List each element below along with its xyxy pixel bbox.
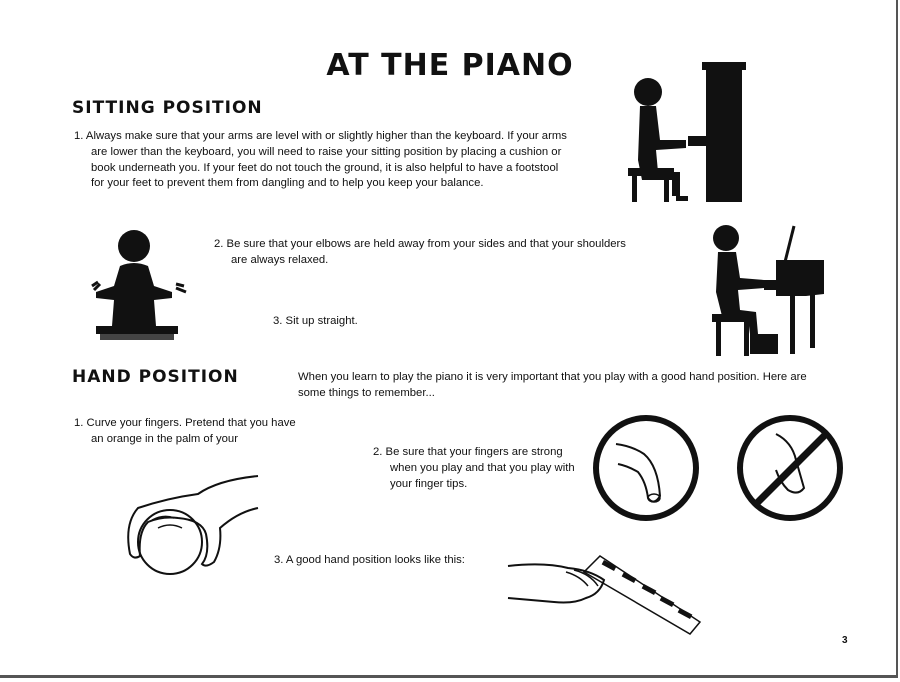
hand-intro: When you learn to play the piano it is very important that you play with a good hand position. Here are some things to remember... [298,371,807,399]
sitting-item-3: 3. Sit up straight. [273,315,358,327]
elbows-out-figure-illustration [90,228,190,350]
hand-item-2: 2. Be sure that your fingers are strong when you play and that you play with your finger tips. [373,446,575,490]
sitting-item-1: 1. Always make sure that your arms are level with or slightly higher than the keyboard. If your arms are lower than the keyboard, you will need to raise your sitting position by placing a cushion or book underneath you. If your feet do not touch the ground, it is also helpful to have a footstool for your feet to prevent them from dangling and to help you keep your balance. [74,130,567,190]
hand-item-1: 1. Curve your fingers. Pretend that you have an orange in the palm of your [74,417,296,445]
sitting-item-2: 2. Be sure that your elbows are held away from your sides and that your shoulders are always relaxed. [214,238,626,266]
page-title: AT THE PIANO [326,48,574,83]
correct-finger-illustration [592,414,700,522]
grand-piano-illustration [706,222,836,362]
hand-orange-illustration [118,468,263,583]
hand-item-3: 3. A good hand position looks like this: [274,554,465,566]
hand-on-keyboard-illustration [504,552,704,642]
sitting-position-heading: SITTING POSITION [72,98,263,118]
wrong-finger-illustration [736,414,844,522]
hand-position-heading: HAND POSITION [72,367,239,387]
page-number: 3 [842,635,848,646]
upright-piano-illustration [620,60,750,205]
